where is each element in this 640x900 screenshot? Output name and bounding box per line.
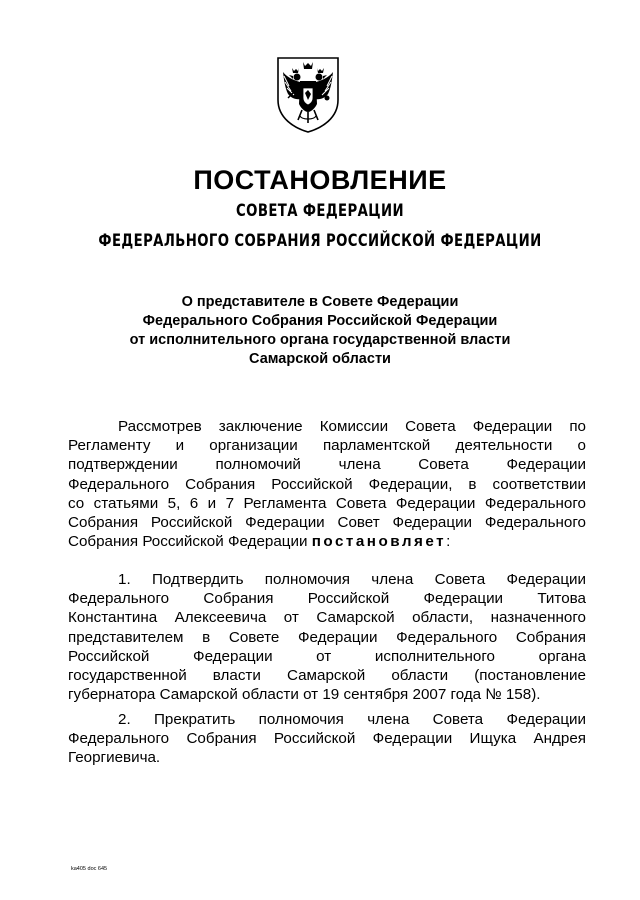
text-line	[68, 532, 586, 551]
subject-line: Самарской области	[249, 351, 391, 367]
subject-line: О представителе в Совете Федерации	[181, 294, 459, 310]
text-line: Российской Федерации от исполнительного органа	[68, 647, 586, 665]
text-line: Константина Алексеевича от Самарской области, назначенного	[68, 609, 586, 627]
subject-line: Федерального Собрания Российской Федерации	[142, 313, 498, 329]
text-line: государственной власти Самарской области (постановление	[68, 667, 586, 685]
issuer-line-2: ФЕДЕРАЛЬНОГО СОБРАНИЯ РОССИЙСКОЙ ФЕДЕРАЦИИ	[98, 231, 542, 251]
text-line: представителем в Совете Федерации Федерального Собрания	[68, 628, 586, 646]
text-line: Федерального Собрания Российской Федерации, в соответствии	[68, 475, 586, 493]
text-line: Георгиевича.	[68, 749, 161, 767]
text-line: подтверждении полномочий члена Совета Федерации	[68, 456, 586, 474]
resolution-keyword: постановляет	[311, 533, 447, 551]
document-code: ka405 doc 645	[71, 866, 108, 872]
issuer-line-1: СОВЕТА ФЕДЕРАЦИИ	[236, 201, 404, 221]
document-subject	[0, 293, 640, 369]
text-line: 2. Прекратить полномочия члена Совета Федерации	[118, 711, 586, 728]
resolution-item-1	[68, 570, 586, 704]
text-line: 1. Подтвердить полномочия члена Совета Федерации	[118, 571, 586, 588]
text-line: губернатора Самарской области от 19 сентября 2007 года № 158).	[68, 686, 541, 704]
document-type-title: ПОСТАНОВЛЕНИЕ	[193, 165, 447, 195]
resolution-item-2	[68, 710, 586, 768]
subject-line: от исполнительного органа государственной власти	[129, 332, 511, 348]
text-line: Регламенту и организации парламентской деятельности о	[68, 437, 586, 455]
preamble-paragraph	[68, 417, 586, 551]
text-line: Собрания Российской Федерации Совет Федерации Федерального	[68, 514, 586, 532]
coat-of-arms-icon	[272, 54, 344, 134]
text-line: Федерального Собрания Российской Федерации Ищука Андрея	[68, 730, 586, 748]
text-fragment: :	[446, 533, 451, 551]
text-line: Рассмотрев заключение Комиссии Совета Федерации по	[118, 418, 586, 435]
text-line: Федерального Собрания Российской Федерации Титова	[68, 590, 586, 608]
text-fragment: Собрания Российской Федерации	[68, 533, 312, 551]
text-line: со статьями 5, 6 и 7 Регламента Совета Федерации Федерального	[68, 494, 586, 512]
